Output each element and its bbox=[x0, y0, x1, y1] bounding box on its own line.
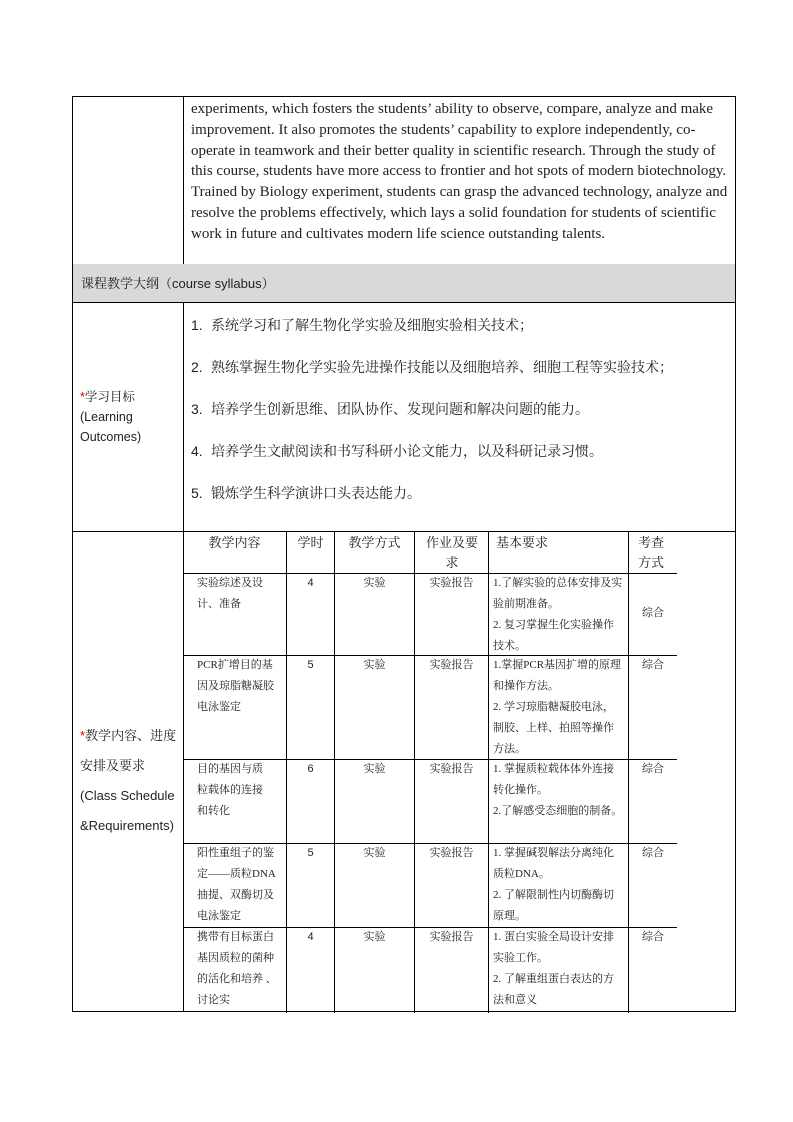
learning-outcome-item bbox=[191, 442, 731, 484]
syllabus-header-band bbox=[73, 264, 735, 302]
header-hours: 学时 bbox=[297, 535, 324, 550]
item-number: 5. bbox=[191, 485, 203, 501]
row-homework: 实验报告 bbox=[429, 577, 474, 589]
syllabus-table bbox=[72, 96, 736, 1012]
row-method: 实验 bbox=[363, 847, 386, 859]
learning-outcome-item bbox=[191, 358, 731, 400]
item-text: 系统学习和了解生物化学实验及细胞实验相关技术； bbox=[211, 317, 533, 333]
item-text: 培养学生创新思维、团队协作、发现问题和解决问题的能力。 bbox=[211, 401, 589, 417]
row-hours: 6 bbox=[307, 763, 314, 775]
column-divider bbox=[488, 531, 489, 1013]
schedule-label-cn: 教学内容、进度安排及要求 bbox=[80, 728, 177, 773]
course-description bbox=[191, 99, 731, 245]
header-content: 教学内容 bbox=[208, 535, 261, 550]
row-method: 实验 bbox=[363, 659, 386, 671]
learning-outcomes-list bbox=[191, 316, 731, 526]
row-homework: 实验报告 bbox=[429, 659, 474, 671]
row-divider bbox=[73, 302, 735, 303]
row-content: 目的基因与质粒载体的连接和转化 bbox=[197, 763, 263, 817]
row-hours: 4 bbox=[307, 577, 314, 589]
row-assessment: 综合 bbox=[642, 931, 664, 943]
row-requirements: 1.掌握PCR基因扩增的原理和操作方法。 2. 学习琼脂糖凝胶电泳，制胶、上样、拍照等操作方法。 bbox=[493, 659, 622, 755]
row-requirements: 1.了解实验的总体安排及实验前期准备。 2. 复习掌握生化实验操作技术。 bbox=[493, 577, 623, 652]
required-mark: * bbox=[80, 390, 85, 404]
learning-outcome-item bbox=[191, 400, 731, 442]
item-number: 2. bbox=[191, 359, 203, 375]
syllabus-header: 课程教学大纲（course syllabus） bbox=[81, 276, 275, 291]
row-requirements: 1. 蛋白实验全局设计安排实验工作。 2. 了解重组蛋白表达的方法和意义 bbox=[493, 931, 614, 1006]
row-content: PCR扩增目的基因及琼脂糖凝胶电泳鉴定 bbox=[197, 659, 274, 713]
item-text: 熟练掌握生物化学实验先进操作技能以及细胞培养、细胞工程等实验技术； bbox=[211, 359, 673, 375]
row-homework: 实验报告 bbox=[429, 847, 474, 859]
row-requirements: 1. 掌握质粒载体体外连接转化操作。 2.了解感受态细胞的制备。 bbox=[493, 763, 623, 817]
row-method: 实验 bbox=[363, 577, 386, 589]
learning-outcomes-label-en: (Learning Outcomes) bbox=[80, 410, 142, 444]
row-assessment: 综合 bbox=[642, 847, 664, 859]
item-number: 1. bbox=[191, 317, 203, 333]
row-homework: 实验报告 bbox=[429, 763, 474, 775]
row-method: 实验 bbox=[363, 763, 386, 775]
learning-outcome-item bbox=[191, 316, 731, 358]
row-content: 阳性重组子的鉴定——质粒DNA抽提、双酶切及电泳鉴定 bbox=[197, 847, 276, 922]
header-assessment: 考查方式 bbox=[638, 535, 665, 570]
row-method: 实验 bbox=[363, 931, 386, 943]
row-assessment: 综合 bbox=[642, 659, 664, 671]
row-hours: 5 bbox=[307, 847, 314, 859]
row-assessment: 综合 bbox=[642, 763, 664, 775]
item-text: 培养学生文献阅读和书写科研小论文能力，以及科研记录习惯。 bbox=[211, 443, 603, 459]
header-method: 教学方式 bbox=[348, 535, 401, 550]
header-requirements: 基本要求 bbox=[496, 535, 549, 550]
schedule-label bbox=[80, 721, 184, 841]
learning-outcomes-label-cn: 学习目标 bbox=[84, 390, 135, 404]
item-text: 锻炼学生科学演讲口头表达能力。 bbox=[211, 485, 421, 501]
schedule-label-en: (Class Schedule &Requirements) bbox=[80, 788, 175, 833]
header-top-line bbox=[183, 531, 677, 532]
learning-outcome-item bbox=[191, 484, 731, 526]
row-assessment: 综合 bbox=[642, 607, 664, 619]
row-content: 携带有目标蛋白基因质粒的菌种的活化和培养 、讨论实 bbox=[197, 931, 277, 1006]
required-mark: * bbox=[80, 728, 86, 743]
header-homework: 作业及要求 bbox=[425, 535, 478, 570]
row-hours: 4 bbox=[307, 931, 314, 943]
row-homework: 实验报告 bbox=[429, 931, 474, 943]
learning-outcomes-label bbox=[80, 387, 180, 447]
course-description-text: experiments, which fosters the students’ ability to observe, compare, analyze and make improvement. It also promotes the students’ capability to explore independently, co-operate in teamwork and their better quality in scientific research. Through the study of this course, students have more access to frontier and hot spots of modern biotechnology. Trained by Biology experiment, students can grasp the advanced technology, analyze and resolve the problems effectively, which lays a solid foundation for students of scientific work in future and cultivates modern life science outstanding talents. bbox=[191, 101, 728, 242]
item-number: 4. bbox=[191, 443, 203, 459]
schedule-table bbox=[183, 531, 677, 1013]
row-content: 实验综述及设计、准备 bbox=[197, 577, 263, 610]
row-hours: 5 bbox=[307, 659, 314, 671]
row-requirements: 1. 掌握碱裂解法分离纯化质粒DNA。 2. 了解限制性内切酶酶切原理。 bbox=[493, 847, 614, 922]
item-number: 3. bbox=[191, 401, 203, 417]
